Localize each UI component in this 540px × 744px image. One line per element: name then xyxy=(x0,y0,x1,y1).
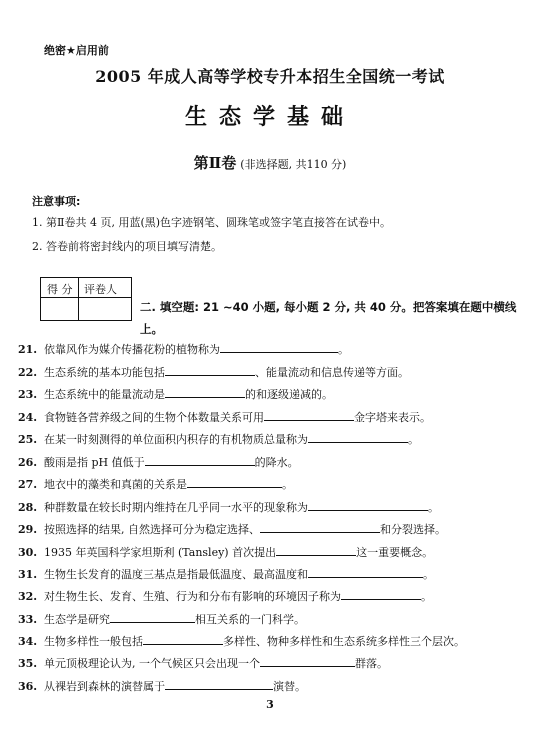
question-number: 35. xyxy=(18,657,38,670)
question-item xyxy=(18,431,419,447)
answer-blank[interactable] xyxy=(165,365,255,376)
question-item xyxy=(18,454,299,470)
question-item xyxy=(18,633,465,649)
question-text: 种群数量在较长时期内维持在几乎同一水平的现象称为 xyxy=(44,501,308,514)
question-item xyxy=(18,499,439,515)
question-number: 21. xyxy=(18,343,38,356)
question-text: 1935 年英国科学家坦斯利 (Tansley) 首次提出 xyxy=(44,546,277,559)
question-text-after: 群落。 xyxy=(355,657,388,670)
subject-title: 生态学基础 xyxy=(184,105,355,130)
score-box-divider xyxy=(78,278,79,320)
question-number: 29. xyxy=(18,523,38,536)
notes-heading: 注意事项: xyxy=(32,195,81,208)
question-text: 生态系统中的能量流动是 xyxy=(44,388,165,401)
volume-sub: (非选择题, 共110 分) xyxy=(240,158,347,171)
question-number: 28. xyxy=(18,501,38,514)
question-item xyxy=(18,655,388,671)
grader-label: 评卷人 xyxy=(84,283,117,296)
answer-blank[interactable] xyxy=(187,477,282,488)
question-item xyxy=(18,544,433,560)
question-number: 27. xyxy=(18,478,38,491)
answer-blank[interactable] xyxy=(165,679,273,690)
answer-blank[interactable] xyxy=(260,522,380,533)
question-text: 生态系统的基本功能包括 xyxy=(44,366,165,379)
question-item xyxy=(18,678,306,694)
question-item xyxy=(18,476,293,492)
question-item xyxy=(18,409,431,425)
volume-heading xyxy=(0,152,540,173)
note-item: 1. 第Ⅱ卷共 4 页, 用蓝(黑)色字迹钢笔、圆珠笔或签字笔直接答在试卷中。 xyxy=(32,216,392,229)
question-text-after: 。 xyxy=(423,568,434,581)
question-text: 食物链各营养级之间的生物个体数量关系可用 xyxy=(44,411,264,424)
question-text-after: 。 xyxy=(421,590,432,603)
page-number: 3 xyxy=(266,698,274,711)
question-text-after: 金字塔来表示。 xyxy=(354,411,431,424)
question-text-after: 的降水。 xyxy=(254,456,299,469)
question-text: 依靠风作为媒介传播花粉的植物称为 xyxy=(44,343,220,356)
answer-blank[interactable] xyxy=(220,342,338,353)
answer-blank[interactable] xyxy=(145,455,255,466)
question-text: 从裸岩到森林的演替属于 xyxy=(44,680,165,693)
question-item xyxy=(18,521,446,537)
question-text: 对生物生长、发育、生殖、行为和分布有影响的环境因子称为 xyxy=(44,590,341,603)
question-item xyxy=(18,611,305,627)
answer-blank[interactable] xyxy=(308,432,408,443)
section-heading: 二. 填空题: 21 ~40 小题, 每小题 2 分, 共 40 分。把答案填在题中横线上。 xyxy=(140,300,517,336)
secret-mark: 绝密★启用前 xyxy=(44,44,109,57)
question-text: 生物生长发育的温度三基点是指最低温度、最高温度和 xyxy=(44,568,308,581)
score-box xyxy=(40,277,132,321)
answer-blank[interactable] xyxy=(308,567,423,578)
question-item xyxy=(18,588,432,604)
question-text: 在某一时刻测得的单位面积内积存的有机物质总量称为 xyxy=(44,433,308,446)
question-number: 31. xyxy=(18,568,38,581)
question-number: 24. xyxy=(18,411,38,424)
answer-blank[interactable] xyxy=(260,656,355,667)
question-number: 36. xyxy=(18,680,38,693)
question-text-after: 。 xyxy=(408,433,419,446)
score-box-divider xyxy=(41,297,131,298)
question-text: 生态学是研究 xyxy=(44,613,110,626)
volume-main: 第Ⅱ卷 xyxy=(193,154,237,172)
question-text-after: 这一重要概念。 xyxy=(356,546,434,559)
answer-blank[interactable] xyxy=(308,500,428,511)
question-number: 34. xyxy=(18,635,38,648)
question-text-after: 相互关系的一门科学。 xyxy=(195,613,305,626)
question-item xyxy=(18,566,434,582)
answer-blank[interactable] xyxy=(276,545,356,556)
question-number: 25. xyxy=(18,433,38,446)
question-text: 地衣中的藻类和真菌的关系是 xyxy=(44,478,187,491)
answer-blank[interactable] xyxy=(341,589,421,600)
question-item xyxy=(18,364,409,380)
exam-title: 2005 年成人高等学校专升本招生全国统一考试 xyxy=(95,67,445,86)
question-text-after: 、能量流动和信息传递等方面。 xyxy=(255,366,409,379)
question-item xyxy=(18,386,333,402)
question-number: 32. xyxy=(18,590,38,603)
question-text: 按照选择的结果, 自然选择可分为稳定选择、 xyxy=(44,523,260,536)
question-text-after: 演替。 xyxy=(273,680,306,693)
question-text-after: 。 xyxy=(282,478,293,491)
question-number: 33. xyxy=(18,613,38,626)
question-text-after: 。 xyxy=(428,501,439,514)
question-item xyxy=(18,341,349,357)
question-text-after: 多样性、物种多样性和生态系统多样性三个层次。 xyxy=(223,635,465,648)
question-number: 26. xyxy=(18,456,38,469)
question-text-after: 。 xyxy=(338,343,349,356)
answer-blank[interactable] xyxy=(143,634,223,645)
score-label: 得 分 xyxy=(47,283,73,296)
question-text-after: 和分裂选择。 xyxy=(380,523,446,536)
question-text: 单元顶极理论认为, 一个气候区只会出现一个 xyxy=(44,657,260,670)
note-item: 2. 答卷前将密封线内的项目填写清楚。 xyxy=(32,240,222,253)
question-number: 23. xyxy=(18,388,38,401)
answer-blank[interactable] xyxy=(165,387,245,398)
question-text: 生物多样性一般包括 xyxy=(44,635,143,648)
answer-blank[interactable] xyxy=(110,612,195,623)
question-text-after: 的和逐级递减的。 xyxy=(245,388,333,401)
question-number: 30. xyxy=(18,546,38,559)
question-text: 酸雨是指 pH 值低于 xyxy=(44,456,145,469)
question-number: 22. xyxy=(18,366,38,379)
answer-blank[interactable] xyxy=(264,410,354,421)
